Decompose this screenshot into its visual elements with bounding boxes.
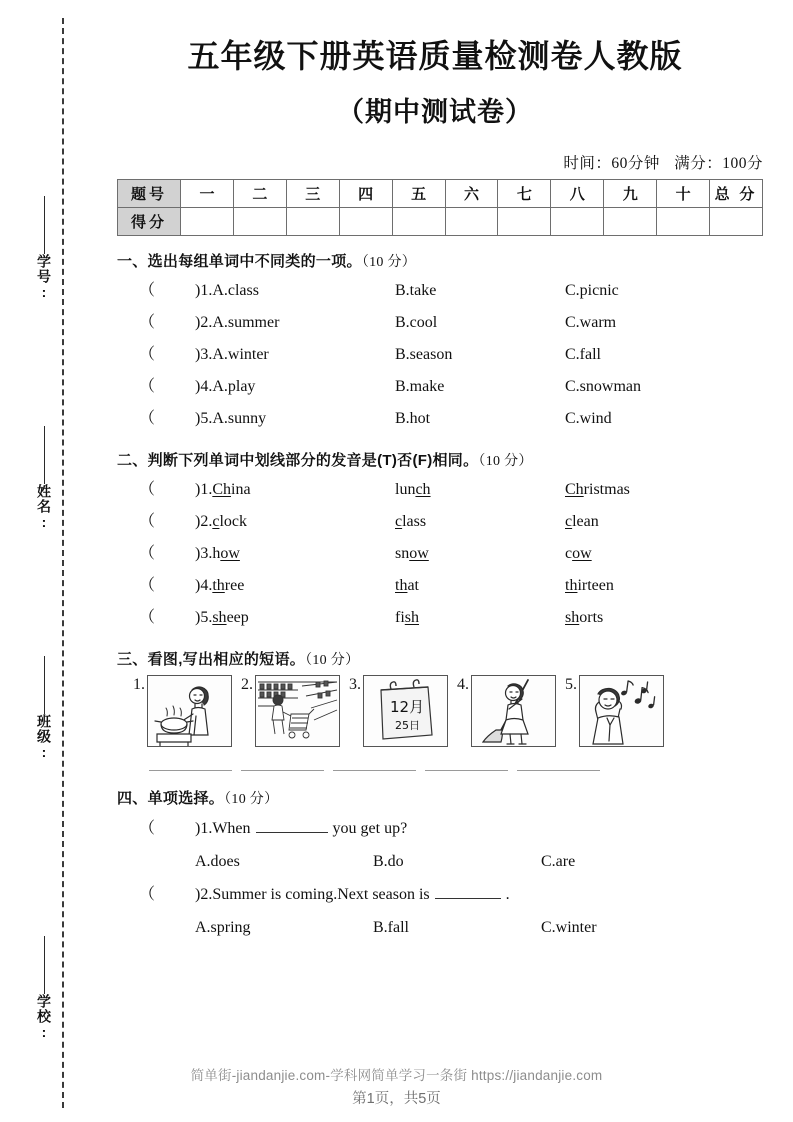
option-c[interactable]: C.wind (565, 410, 612, 427)
page-footer (0, 1064, 793, 1108)
score-input-cell-4[interactable] (339, 208, 392, 236)
margin-field-label: 学号: (36, 254, 52, 301)
score-table-col-3: 三 (286, 180, 339, 208)
picture-number: 3. (349, 676, 361, 693)
option-b[interactable]: B.season (395, 346, 453, 363)
margin-rule (44, 936, 45, 994)
word-one: how (212, 545, 240, 562)
option-c[interactable]: C.winter (541, 919, 597, 936)
score-table-col-9: 九 (604, 180, 657, 208)
question-number: )4. (195, 577, 213, 594)
option-c[interactable]: C.fall (565, 346, 601, 363)
table-row-question-numbers (118, 180, 763, 208)
question-row (117, 371, 763, 403)
answer-line-5[interactable] (517, 769, 600, 771)
score-table-col-6: 六 (445, 180, 498, 208)
page-subtitle: （期中测试卷） (337, 97, 533, 127)
section-points: （10 分） (224, 792, 279, 807)
sweeping-floor-icon (471, 675, 556, 747)
score-input-cell-8[interactable] (551, 208, 604, 236)
answer-bracket[interactable]: （ (139, 886, 172, 903)
margin-field-name (22, 420, 66, 531)
question-row (117, 307, 763, 339)
margin-field-label: 学校: (36, 994, 52, 1041)
cooking-dinner-icon (147, 675, 232, 747)
question-number: )1. (195, 282, 213, 299)
section-two (117, 449, 763, 634)
score-table-row-label: 题号 (118, 180, 181, 208)
calendar-day-text: 25日 (395, 719, 420, 732)
answer-bracket[interactable]: （ (139, 346, 172, 363)
question-row (117, 275, 763, 307)
score-table-col-10: 十 (657, 180, 710, 208)
score-input-cell-7[interactable] (498, 208, 551, 236)
question-row (117, 474, 763, 506)
section-points: （10 分） (478, 454, 533, 469)
answer-bracket[interactable]: （ (139, 545, 172, 562)
option-b[interactable]: B.do (373, 853, 404, 870)
word-two: fish (395, 609, 420, 626)
score-input-cell-total[interactable] (710, 208, 763, 236)
answer-line-4[interactable] (425, 769, 508, 771)
question-row (117, 570, 763, 602)
picture-item-5 (565, 675, 664, 747)
section-three-heading (117, 648, 763, 669)
section-four-heading (117, 787, 763, 808)
option-row (117, 845, 763, 878)
option-a[interactable]: A.winter (212, 346, 269, 363)
question-number: )1. (195, 820, 213, 837)
question-number: )4. (195, 378, 213, 395)
answer-bracket[interactable]: （ (139, 577, 172, 594)
footer-page-number: 第1页，共5页 (352, 1091, 441, 1107)
question-row (117, 602, 763, 634)
margin-rule (44, 426, 45, 484)
section-heading-text: 一、选出每组单词中不同类的一项。 (117, 253, 362, 270)
margin-field-class (22, 650, 66, 761)
answer-bracket[interactable]: （ (139, 481, 172, 498)
section-one-heading (117, 250, 763, 271)
answer-bracket[interactable]: （ (139, 513, 172, 530)
section-four (117, 787, 763, 944)
score-table-col-7: 七 (498, 180, 551, 208)
section-three (117, 648, 763, 771)
question-number: )2. (195, 314, 213, 331)
margin-rule (44, 656, 45, 714)
stem-text-after: . (505, 886, 510, 903)
stem-text-before: Summer is coming.Next season is (212, 886, 430, 903)
fill-in-blank[interactable] (256, 818, 328, 833)
score-table-total-label: 总 分 (710, 180, 763, 208)
picture-number: 4. (457, 676, 469, 693)
score-table-wrap (117, 179, 763, 236)
question-number: )5. (195, 609, 213, 626)
word-two: lunch (395, 481, 431, 498)
answer-line-2[interactable] (241, 769, 324, 771)
listening-to-music-icon (579, 675, 664, 747)
calendar-month-text: 12月 (390, 698, 425, 716)
picture-item-3 (349, 675, 448, 747)
score-input-cell-10[interactable] (657, 208, 710, 236)
score-input-cell-2[interactable] (233, 208, 286, 236)
score-table-col-8: 八 (551, 180, 604, 208)
fill-in-blank[interactable] (435, 884, 501, 899)
word-three: shorts (565, 609, 604, 626)
option-a[interactable]: A.class (212, 282, 259, 299)
answer-bracket[interactable]: （ (139, 282, 172, 299)
margin-field-school (22, 930, 66, 1041)
score-table-row-label: 得分 (118, 208, 181, 236)
exam-time-label: 时间：60分钟 (563, 155, 660, 172)
word-two: class (395, 513, 427, 530)
word-three: thirteen (565, 577, 614, 594)
question-number: )3. (195, 545, 213, 562)
margin-field-label: 班级: (36, 714, 52, 761)
option-b[interactable]: B.make (395, 378, 445, 395)
question-number: )5. (195, 410, 213, 427)
word-one: sheep (212, 609, 249, 626)
answer-line-1[interactable] (149, 769, 232, 771)
page-title: 五年级下册英语质量检测卷人教版 (187, 38, 683, 74)
word-two: snow (395, 545, 429, 562)
score-input-cell-3[interactable] (286, 208, 339, 236)
option-b[interactable]: B.fall (373, 919, 409, 936)
option-a[interactable]: A.sunny (212, 410, 267, 427)
section-two-heading (117, 449, 763, 470)
exam-meta (95, 151, 763, 173)
option-c[interactable]: C.warm (565, 314, 617, 331)
score-input-cell-6[interactable] (445, 208, 498, 236)
question-number: )2. (195, 513, 213, 530)
word-one: three (212, 577, 245, 594)
picture-number: 5. (565, 676, 577, 693)
table-row-scores (118, 208, 763, 236)
answer-bracket[interactable]: （ (139, 314, 172, 331)
footer-credit-text: 简单街-jiandanjie.com-学科网简单学习一条街 https://jiandanjie.com (190, 1068, 603, 1083)
exam-sheet (95, 0, 793, 1122)
score-input-cell-1[interactable] (181, 208, 234, 236)
question-row (117, 506, 763, 538)
score-table-col-4: 四 (339, 180, 392, 208)
score-table-col-5: 五 (392, 180, 445, 208)
question-number: )1. (195, 481, 213, 498)
margin-field-student-id (22, 190, 66, 301)
option-b[interactable]: B.take (395, 282, 437, 299)
section-points: （10 分） (361, 255, 417, 270)
section-heading-text: 二、判断下列单词中划线部分的发音是(T)否(F)相同。 (117, 452, 479, 469)
picture-item-2 (241, 675, 340, 747)
word-one: China (212, 481, 251, 498)
margin-field-label: 姓名: (36, 484, 52, 531)
score-table-col-2: 二 (233, 180, 286, 208)
word-two: that (395, 577, 419, 594)
score-input-cell-9[interactable] (604, 208, 657, 236)
section-heading-text: 四、单项选择。 (117, 790, 225, 807)
question-row (117, 538, 763, 570)
option-a[interactable]: A.summer (212, 314, 280, 331)
section-points: （10 分） (305, 653, 360, 668)
margin-rule (44, 196, 45, 254)
shopping-supermarket-icon (255, 675, 340, 747)
option-row (117, 911, 763, 944)
question-stem (117, 812, 763, 845)
answer-bracket[interactable]: （ (139, 410, 172, 427)
question-number: )2. (195, 886, 213, 903)
option-c[interactable]: C.are (541, 853, 576, 870)
option-c[interactable]: C.snowman (565, 378, 641, 395)
question-row (117, 403, 763, 435)
picture-number: 1. (133, 676, 145, 693)
word-three: cow (565, 545, 592, 562)
stem-text-before: When (212, 820, 251, 837)
option-c[interactable]: C.picnic (565, 282, 619, 299)
answer-line-3[interactable] (333, 769, 416, 771)
option-a[interactable]: A.spring (195, 919, 251, 936)
option-a[interactable]: A.play (212, 378, 256, 395)
exam-fullscore-label: 满分：100分 (674, 155, 763, 172)
answer-bracket[interactable]: （ (139, 378, 172, 395)
picture-item-1 (133, 675, 232, 747)
answer-bracket[interactable]: （ (139, 609, 172, 626)
picture-number: 2. (241, 676, 253, 693)
question-number: )3. (195, 346, 213, 363)
option-a[interactable]: A.does (195, 853, 240, 870)
score-table (117, 179, 763, 236)
score-table-col-1: 一 (181, 180, 234, 208)
picture-item-4 (457, 675, 556, 747)
section-heading-text: 三、看图,写出相应的短语。 (117, 651, 306, 668)
word-three: Christmas (565, 481, 630, 498)
calendar-december-25-icon (363, 675, 448, 747)
section-one (117, 250, 763, 435)
score-input-cell-5[interactable] (392, 208, 445, 236)
word-three: clean (565, 513, 599, 530)
answer-bracket[interactable]: （ (139, 820, 172, 837)
word-one: clock (212, 513, 247, 530)
left-margin-rail (0, 0, 95, 1122)
question-stem (117, 878, 763, 911)
picture-row (117, 675, 763, 747)
option-b[interactable]: B.cool (395, 314, 438, 331)
option-b[interactable]: B.hot (395, 410, 431, 427)
stem-text-after: you get up? (332, 820, 408, 837)
question-row (117, 339, 763, 371)
answer-line-row (117, 769, 763, 771)
